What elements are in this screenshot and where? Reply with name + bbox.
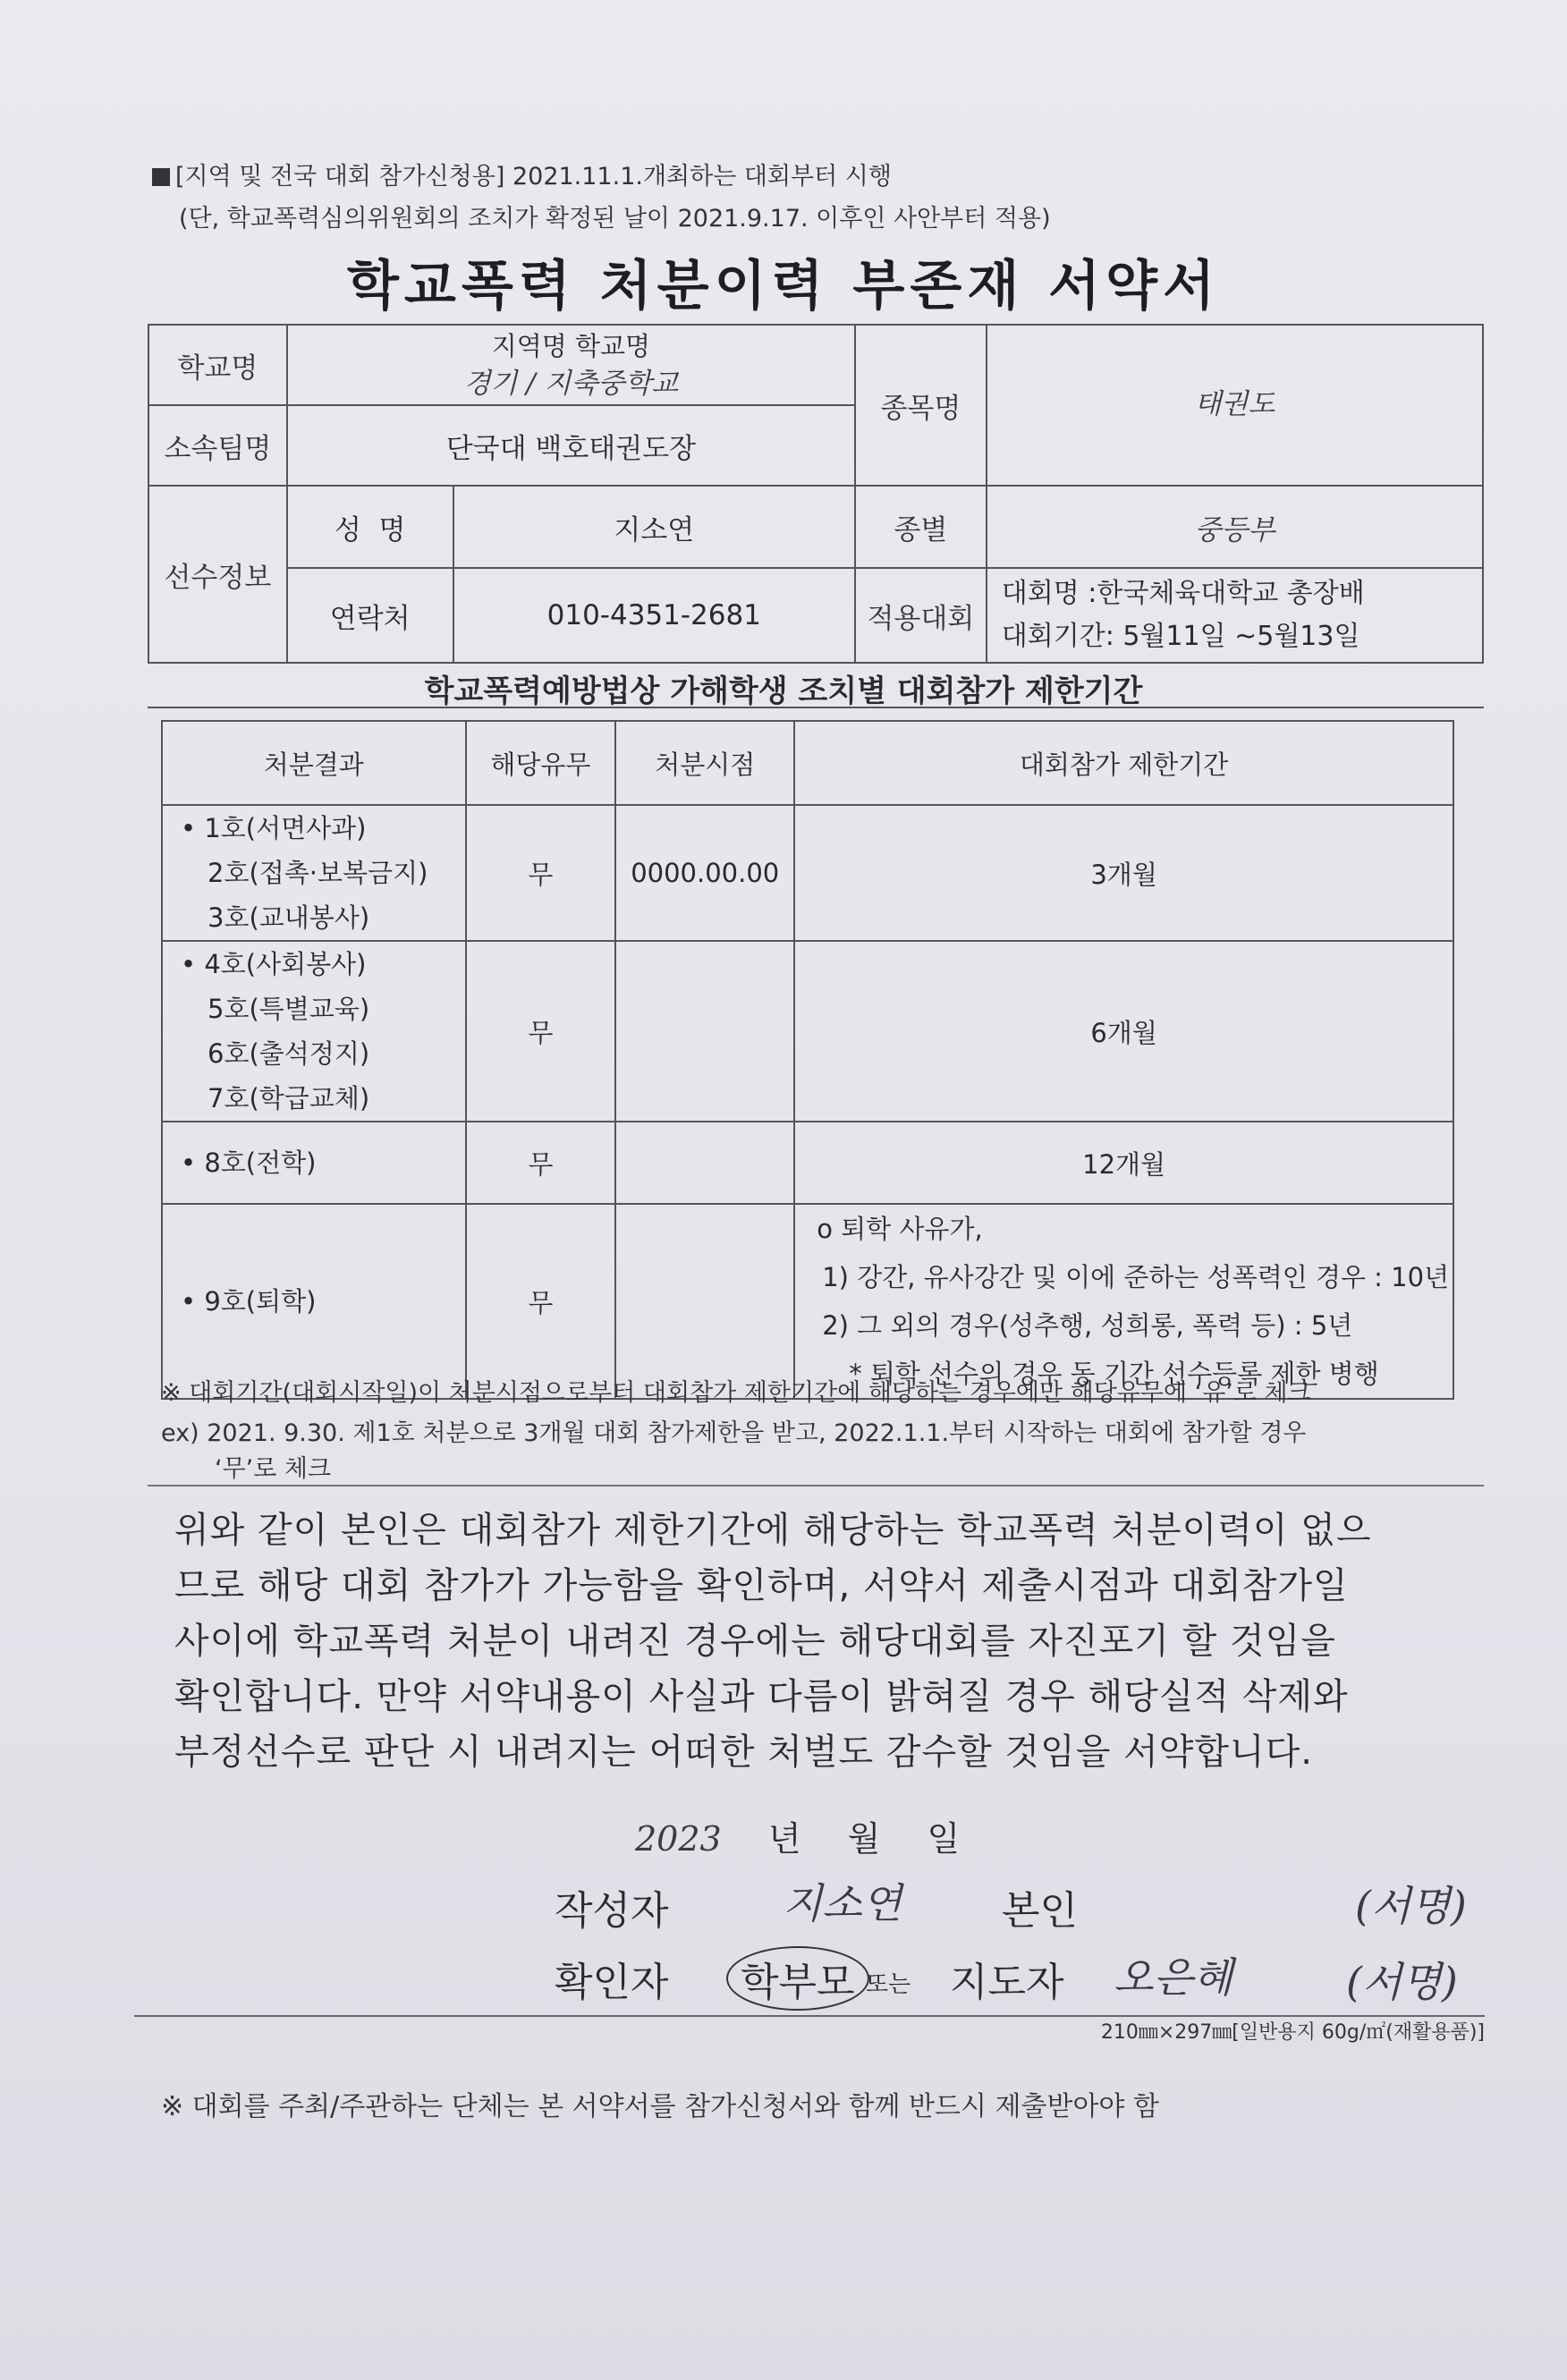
date-value: 0000.00.00 <box>615 805 794 941</box>
info-table <box>148 324 1484 664</box>
school-sublabel: 지역명 학교명 <box>491 331 651 361</box>
item-text: 1호(서면사과) <box>204 813 367 843</box>
school-label: 학교명 <box>148 325 287 405</box>
date-value <box>615 941 794 1122</box>
list-item: • 9호(퇴학) <box>181 1286 317 1317</box>
name-value: 지소연 <box>453 486 855 568</box>
table-row <box>162 1122 1453 1204</box>
header-line-1 <box>152 157 892 191</box>
applies-value: 무 <box>466 941 616 1122</box>
list-item: • 1호(서면사과) <box>181 813 367 843</box>
restriction-table <box>161 720 1454 1400</box>
list-item: 7호(학급교체) <box>208 1083 370 1114</box>
document-title: 학교폭력 처분이력 부존재 서약서 <box>346 255 1221 318</box>
applies-value: 무 <box>466 1122 616 1204</box>
contact-label: 연락처 <box>287 568 453 663</box>
list-item: 2호(접촉·보복금지) <box>208 858 428 888</box>
team-label: 소속팀명 <box>148 405 287 486</box>
item-text: 9호(퇴학) <box>204 1286 317 1317</box>
school-value: 경기 / 지축중학교 <box>463 368 679 400</box>
restriction-subtitle: 학교폭력예방법상 가해학생 조치별 대회참가 제한기간 <box>424 673 1143 709</box>
pledge-line: 부정선수로 판단 시 내려지는 어떠한 처벌도 감수할 것임을 서약합니다. <box>174 1732 1313 1773</box>
contact-value: 010-4351-2681 <box>453 568 855 663</box>
table-row <box>162 805 1453 941</box>
header-line-1-text: [지역 및 전국 대회 참가신청용] 2021.11.1.개최하는 대회부터 시행 <box>175 163 892 191</box>
pledge-line: 확인합니다. 만약 서약내용이 사실과 다름이 밝혀질 경우 해당실적 삭제와 <box>174 1676 1349 1717</box>
applies-value: 무 <box>466 805 616 941</box>
table-row <box>162 941 1453 1122</box>
or-label: 또는 <box>866 1971 911 1998</box>
item-text: 4호(사회봉사) <box>204 949 367 979</box>
self-sign-mark: (서명) <box>1355 1882 1467 1930</box>
col-header-applies: 해당유무 <box>466 721 616 805</box>
name-label: 성 명 <box>287 486 453 568</box>
player-info-label: 선수정보 <box>148 486 287 663</box>
pledge-text <box>174 1503 1462 1780</box>
reason-line: * 퇴학 선수의 경우 동 기간 선수등록 제한 병행 <box>849 1359 1379 1389</box>
reason-line: 1) 강간, 유사강간 및 이에 준하는 성폭력인 경우 : 10년 <box>822 1262 1450 1292</box>
parent-label <box>726 1946 869 2011</box>
event-value: 태권도 <box>987 325 1483 486</box>
confirmer-label: 확인자 <box>555 1960 669 2005</box>
period-value: 6개월 <box>794 941 1453 1122</box>
item-text: 8호(전학) <box>204 1148 317 1178</box>
note-3: ‘무’로 체크 <box>215 1455 332 1483</box>
self-label: 본인 <box>1002 1888 1079 1934</box>
date-day-unit: 일 <box>927 1819 961 1859</box>
subtitle-divider <box>148 707 1484 708</box>
date-line <box>635 1811 960 1860</box>
note-1: ※ 대회기간(대회시작일)이 처분시점으로부터 대회참가 제한기간에 해당하는 경우에만 해당유무에 ‘유’로 체크 <box>161 1379 1311 1407</box>
date-value <box>615 1204 794 1399</box>
period-value: 12개월 <box>794 1122 1453 1204</box>
applies-value: 무 <box>466 1204 616 1399</box>
reason-line: 2) 그 외의 경우(성추행, 성희롱, 폭력 등) : 5년 <box>822 1310 1353 1341</box>
pledge-line: 위와 같이 본인은 대회참가 제한기간에 해당하는 학교폭력 처분이력이 없으 <box>174 1510 1372 1551</box>
pledge-line: 므로 해당 대회 참가가 가능함을 확인하며, 서약서 제출시점과 대회참가일 <box>174 1565 1349 1606</box>
date-year: 2023 <box>635 1819 722 1859</box>
col-header-result: 처분결과 <box>162 721 466 805</box>
coach-signature: 오은혜 <box>1114 1953 1233 2002</box>
list-item: 3호(교내봉사) <box>208 902 370 933</box>
footer-note: ※ 대회를 주최/주관하는 단체는 본 서약서를 참가신청서와 함께 반드시 제출받아야 함 <box>161 2091 1159 2122</box>
competition-label: 적용대회 <box>855 568 987 663</box>
list-item: 6호(출석정지) <box>208 1038 370 1069</box>
paper-spec: 210㎜×297㎜[일반용지 60g/㎡(재활용품)] <box>1100 2021 1485 2044</box>
section-divider <box>148 1485 1484 1486</box>
event-label: 종목명 <box>855 325 987 486</box>
pledge-line: 사이에 학교폭력 처분이 내려진 경우에는 해당대회를 자진포기 할 것임을 <box>174 1621 1336 1662</box>
header-line-2: (단, 학교폭력심의위원회의 조치가 확정된 날이 2021.9.17. 이후인 사안부터 적용) <box>179 205 1051 233</box>
date-year-unit: 년 <box>767 1819 801 1859</box>
competition-name: 대회명 :한국체육대학교 총장배 <box>1001 578 1365 609</box>
date-value <box>615 1122 794 1204</box>
reason-line: o 퇴학 사유가, <box>817 1214 983 1244</box>
division-value: 중등부 <box>987 486 1483 568</box>
division-label: 종별 <box>855 486 987 568</box>
parent-circle: 학부모 <box>726 1946 869 2011</box>
table-row <box>162 1204 1453 1399</box>
period-value: 3개월 <box>794 805 1453 941</box>
square-bullet-icon <box>152 168 170 186</box>
list-item: 5호(특별교육) <box>208 994 370 1024</box>
writer-signature: 지소연 <box>783 1879 902 1927</box>
competition-period: 대회기간: 5월11일 ~5월13일 <box>1001 621 1360 652</box>
coach-label: 지도자 <box>950 1960 1064 2005</box>
list-item: • 8호(전학) <box>181 1148 317 1178</box>
writer-label: 작성자 <box>555 1888 669 1934</box>
list-item: • 4호(사회봉사) <box>181 949 367 979</box>
team-value: 단국대 백호태권도장 <box>287 405 855 486</box>
note-2: ex) 2021. 9.30. 제1호 처분으로 3개월 대회 참가제한을 받고, 2022.1.1.부터 시작하는 대회에 참가할 경우 <box>161 1419 1307 1447</box>
date-month-unit: 월 <box>847 1819 881 1859</box>
col-header-period: 대회참가 제한기간 <box>794 721 1453 805</box>
col-header-date: 처분시점 <box>615 721 794 805</box>
coach-sign-mark: (서명) <box>1346 1958 1458 2006</box>
